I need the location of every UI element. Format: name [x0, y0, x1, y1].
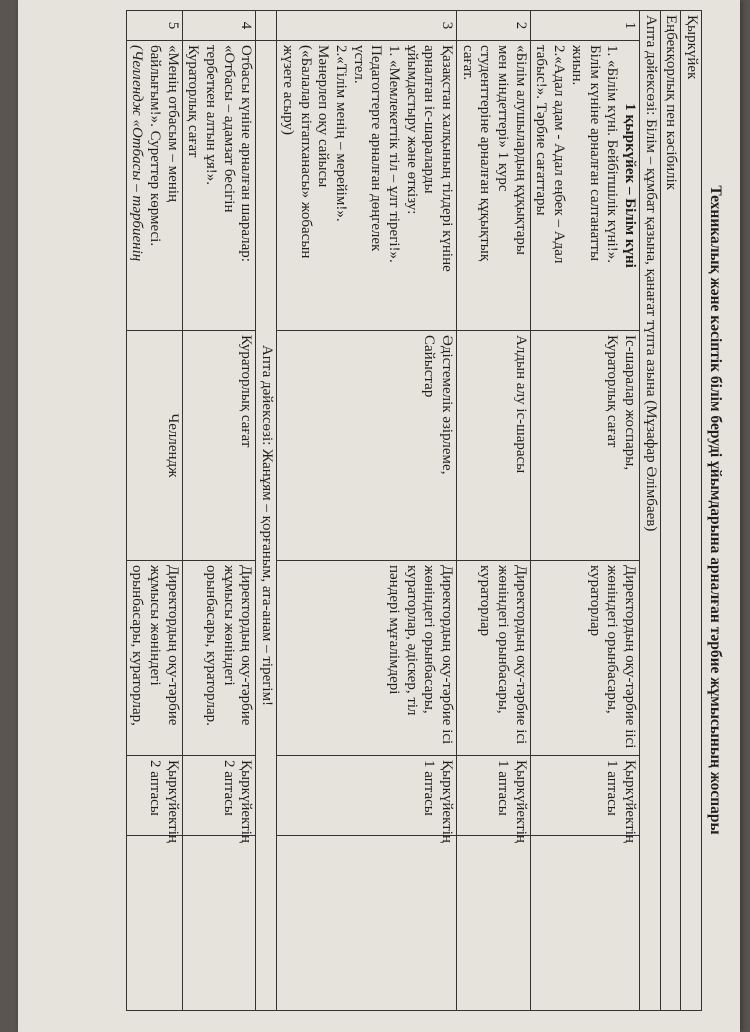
event-cell	[126, 41, 182, 331]
event-title: 1 қыркүйек – Білім күні	[621, 103, 638, 268]
event-line: Мәнерлеп оқу сайысы	[315, 45, 332, 188]
week2-motto-row	[256, 11, 277, 1011]
extra-cell	[457, 836, 531, 1011]
deadline-cell: Қыркүйектің 1 аптасы	[277, 756, 457, 836]
week2-motto-cell: Апта дәйексөзі: Жанұям – қорғаным, ата-анам – тірегім!	[256, 41, 277, 1011]
responsible-cell: Директордың оқу-тәрбие ісі жөніндегі орынбасары, кураторлар, әдіскер, тіл пәндері мұғалімдері	[277, 561, 457, 756]
document-page	[18, 0, 740, 1032]
responsible-cell: Директордың оқу-тәрбие іісі жөніндегі орынбасары, кураторлар	[530, 561, 639, 756]
event-line: табыс!». Тәрбие сағаттары	[533, 45, 550, 216]
deadline-cell: Қыркүйектің 1 аптасы	[457, 756, 531, 836]
event-line: Білім күніне арналған салтанатты	[586, 45, 603, 262]
direction-row	[660, 11, 681, 1011]
deadline-cell: Қыркүйектің 2 аптасы	[182, 756, 256, 836]
form-text: Іс-шаралар жоспары,	[621, 335, 638, 471]
event-cell	[277, 41, 457, 331]
event-line: «Білім алушылардың құқықтары	[512, 45, 529, 255]
table-row	[182, 11, 256, 1011]
event-line: «Менің отбасым – менің	[164, 45, 181, 203]
event-line: 2.«Адал адам - Адал еңбек – Адал	[551, 45, 568, 264]
deadline-cell: Қыркүйектің 2 аптасы	[126, 756, 182, 836]
form-cell: Челлендж	[126, 331, 182, 561]
form-text: Сайыстар	[421, 335, 438, 398]
form-cell: Кураторлық сағат	[182, 331, 256, 561]
event-line: 2.«Тілім менің – мерейім!».	[332, 45, 349, 222]
form-text: Әдістемелік әзірлеме,	[439, 335, 456, 475]
event-line: студенттеріне арналған құқықтық	[477, 45, 494, 262]
event-line: байлығым!». Суреттер көрмесі.	[147, 45, 164, 247]
event-line: үстел.	[350, 45, 367, 84]
row-number: 2	[457, 11, 531, 41]
form-cell: Алдын алу іс-шарасы	[457, 331, 531, 561]
event-line: Кураторлық сағат	[185, 45, 202, 158]
event-line: 1. «Білім күні. Бейбітшілік күні!».	[604, 45, 621, 263]
table-row	[126, 11, 182, 1011]
event-line: жүзеге асыру)	[279, 45, 296, 135]
table-row	[277, 11, 457, 1011]
responsible-cell: Директордың оқу-тәрбие жұмысы жөніндегі орынбасары, кураторлар,	[126, 561, 182, 756]
event-cell	[457, 41, 531, 331]
extra-cell	[277, 836, 457, 1011]
event-line: жиын.	[568, 45, 585, 86]
document-title: Техникалық және кәсіптік білім беруді ұйымдарына арналған тәрбие жұмысының жоспары	[707, 185, 724, 835]
row-number: 5	[126, 11, 182, 41]
event-line: Отбасы күніне арналған шаралар:	[238, 45, 255, 262]
row-number: 4	[182, 11, 256, 41]
extra-cell	[530, 836, 639, 1011]
direction-cell: Еңбекқорлық пен кәсібилік	[660, 11, 681, 1011]
event-line: Педагогтерге арналған дөңгелек	[368, 45, 385, 252]
responsible-cell: Директордың оқу-тәрбие жұмысы жөніндегі орынбасары, кураторлар.	[182, 561, 256, 756]
week1-motto-row	[639, 11, 660, 1011]
table-row	[530, 11, 639, 1011]
form-cell	[530, 331, 639, 561]
extra-cell	[126, 836, 182, 1011]
event-line: тербеткен алтын ұя!».	[203, 45, 220, 186]
event-cell	[182, 41, 256, 331]
event-line: (Челлендж «Отбасы – тәрбиенің	[129, 45, 146, 262]
event-line: («Балалар кітапханасы» жобасын	[297, 45, 314, 259]
event-line: сағат.	[459, 45, 476, 81]
extra-cell	[182, 836, 256, 1011]
event-cell	[530, 41, 639, 331]
form-text: Кураторлық сағат	[604, 335, 621, 448]
responsible-cell: Директордың оқу-тәрбие ісі жөніндегі орынбасары, кураторлар	[457, 561, 531, 756]
event-line: арналған іс-шараларды	[421, 45, 438, 194]
row-number: 3	[277, 11, 457, 41]
rotated-document	[38, 10, 728, 1010]
month-row	[681, 11, 702, 1011]
event-line: 1. «Мемлекеттік тіл – ұлт тірегі!».	[386, 45, 402, 263]
event-line: ұйымдастыру және өткізу:	[403, 45, 420, 215]
empty-cell	[256, 11, 277, 41]
form-cell	[277, 331, 457, 561]
event-line: Қазақстан халқының тілдері күніне	[439, 45, 456, 272]
table-row	[457, 11, 531, 1011]
deadline-cell: Қыркүйектің 1 аптасы	[530, 756, 639, 836]
month-cell: Қыркүйек	[681, 11, 702, 1011]
row-number: 1	[530, 11, 639, 41]
plan-table	[126, 10, 702, 1011]
week1-motto-cell: Апта дәйексөзі: Білім – құмбат қазына, қанағат түпта азына (Мұзафар Әлімбаев)	[639, 11, 660, 1011]
event-line: мен міндеттері» 1 курс	[495, 45, 512, 192]
event-line: «Отбасы – адамзат бесігін	[220, 45, 237, 213]
